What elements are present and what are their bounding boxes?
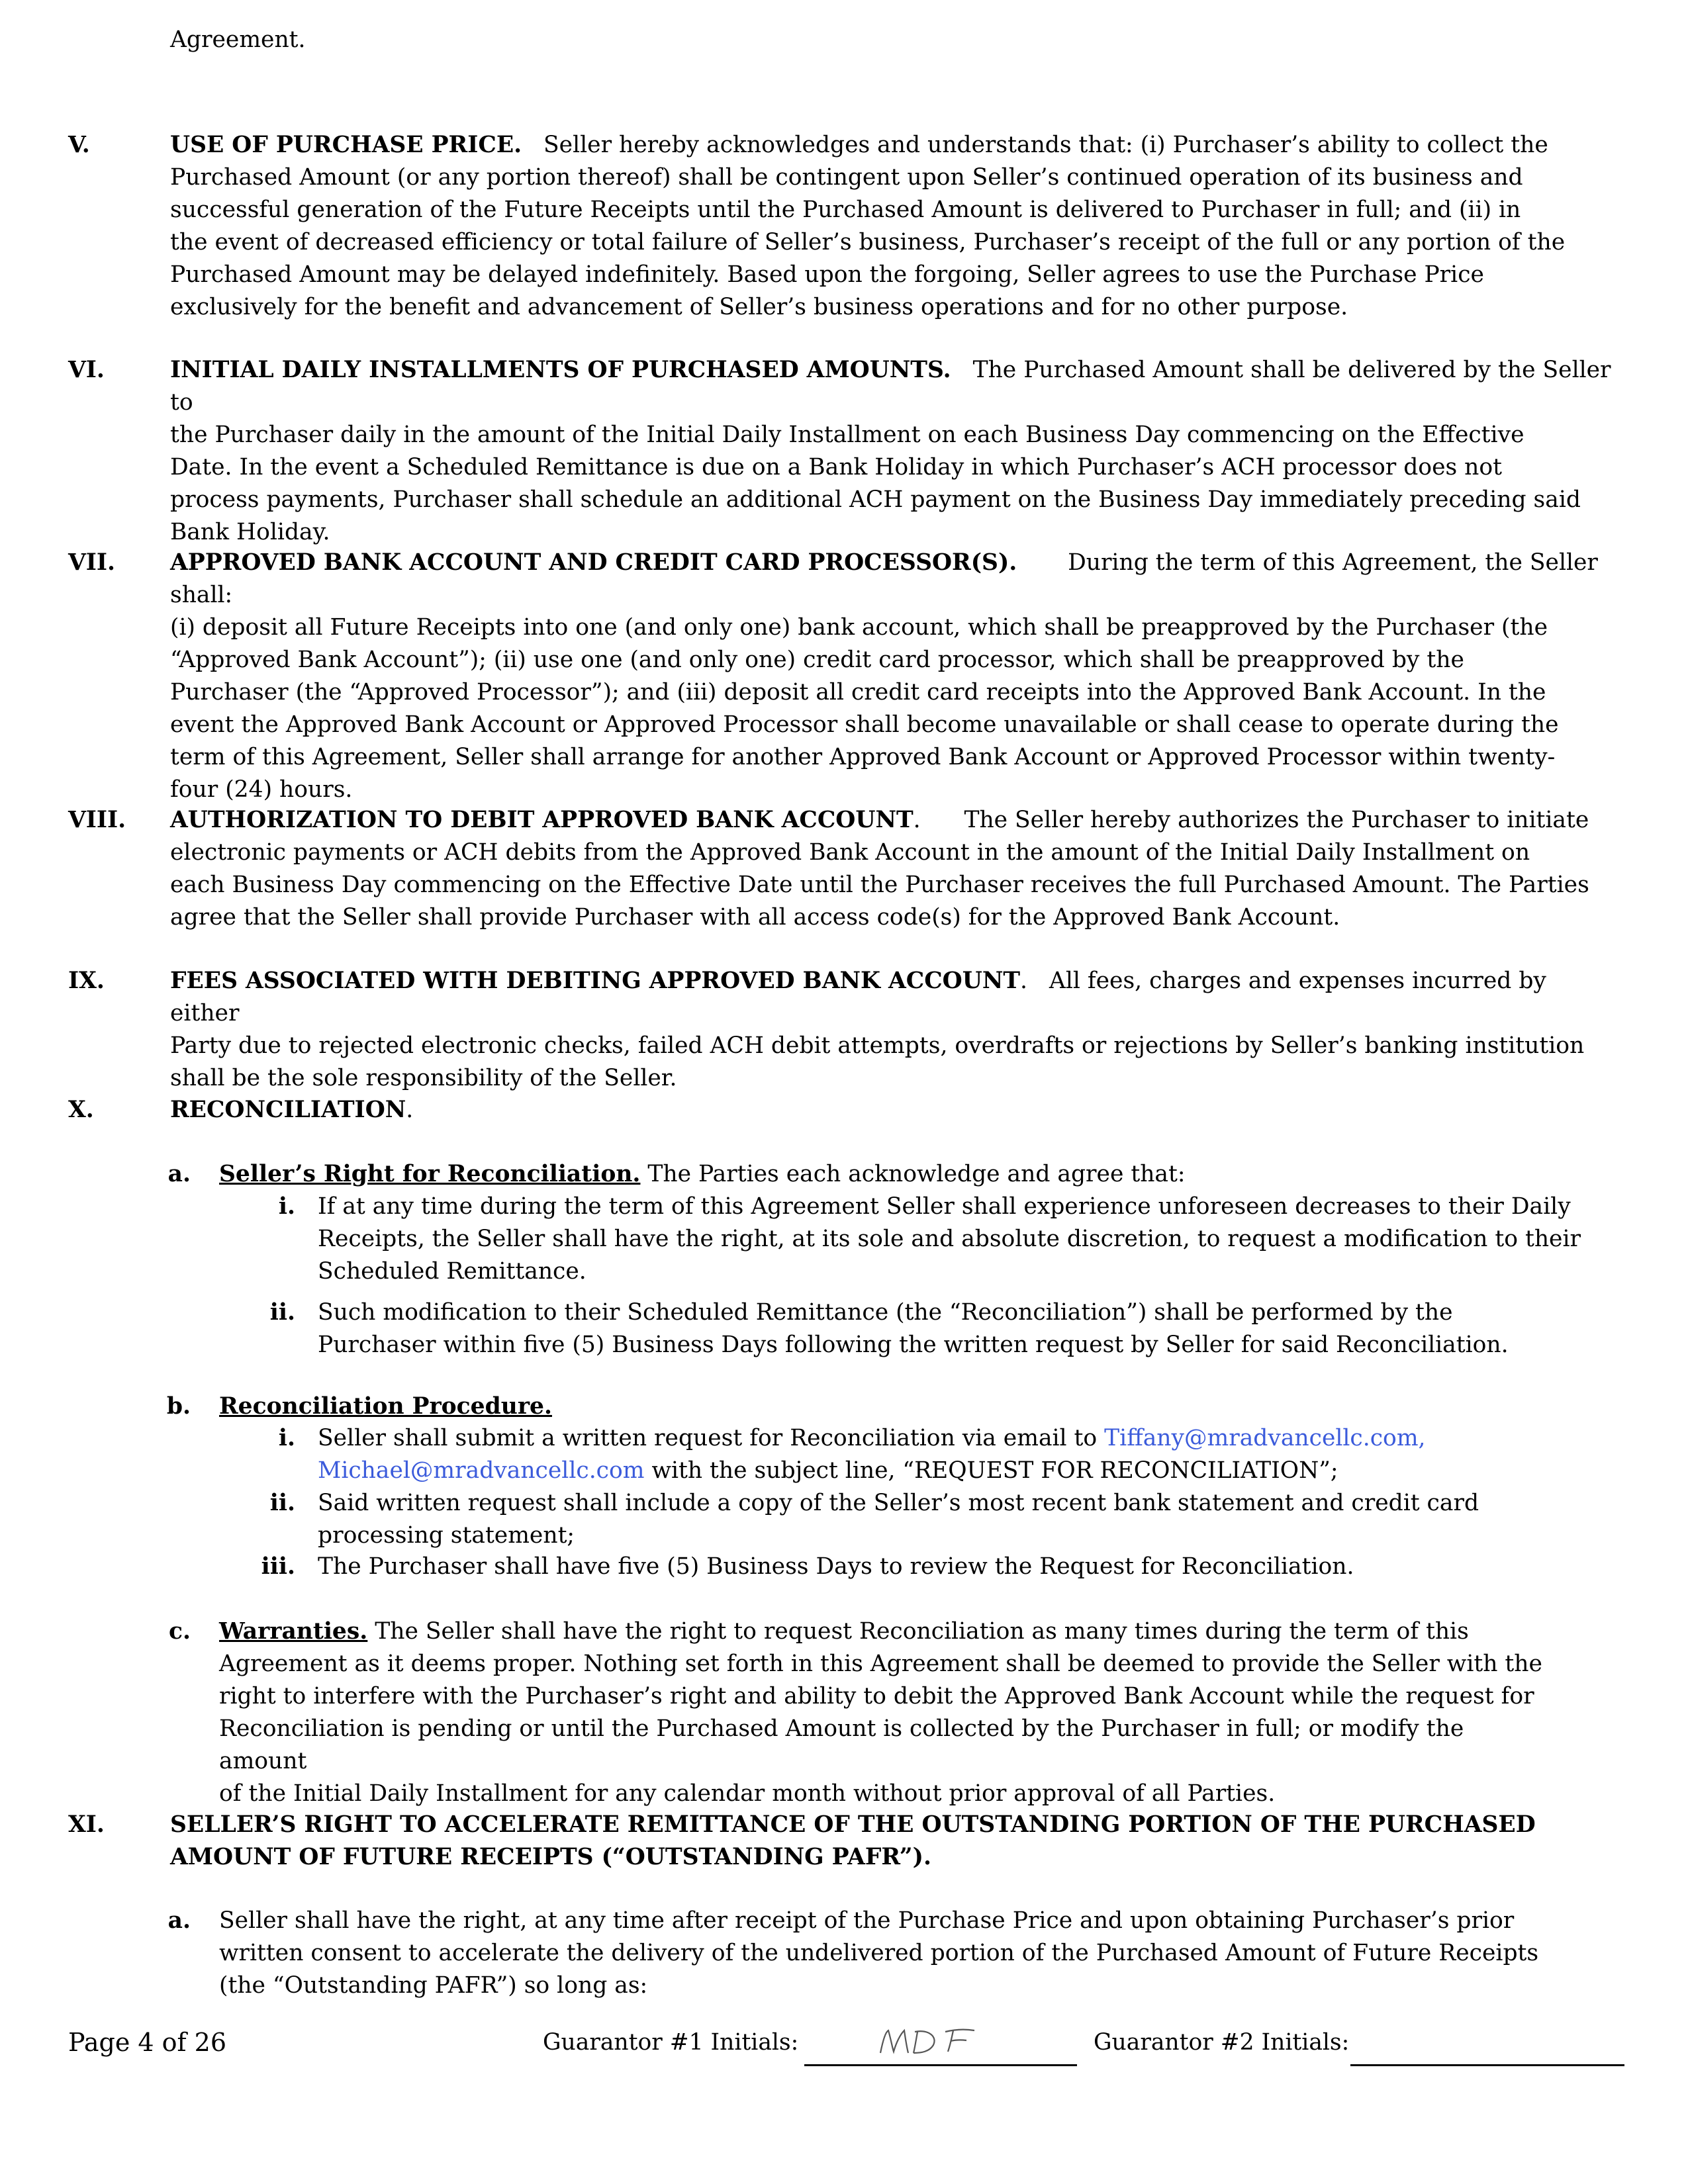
- item-body: [318, 1422, 1589, 1487]
- text-line: Purchased Amount may be delayed indefinitely. Based upon the forgoing, Seller agrees to use the Purchase Price: [170, 261, 1484, 288]
- heading-line: SELLER’S RIGHT TO ACCELERATE REMITTANCE OF THE OUTSTANDING PORTION OF THE PURCHASED: [170, 1811, 1536, 1838]
- subsection-body: [219, 1390, 1556, 1423]
- subsection-letter: a.: [167, 1161, 191, 1187]
- page-number: Page 4 of 26: [68, 2028, 227, 2057]
- text-line: each Business Day commencing on the Effective Date until the Purchaser receives the full Purchased Amount. The Parties: [170, 872, 1589, 898]
- subsection-body: [219, 1905, 1556, 2002]
- section-number: XI.: [68, 1811, 105, 1838]
- text-line: Said written request shall include a copy of the Seller’s most recent bank statement and credit card: [318, 1490, 1479, 1516]
- text-line: shall be the sole responsibility of the Seller.: [170, 1065, 677, 1091]
- item-number: i.: [278, 1193, 295, 1220]
- subsection-title: Reconciliation Procedure.: [219, 1393, 552, 1420]
- text-line: right to interfere with the Purchaser’s right and ability to debit the Approved Bank Account while the request for: [219, 1683, 1534, 1709]
- text-line: written consent to accelerate the delivery of the undelivered portion of the Purchased Amount of Future Receipts: [219, 1940, 1539, 1966]
- text-line: Bank Holiday.: [170, 519, 330, 545]
- page-footer: [0, 2020, 1688, 2073]
- section-body: FEES ASSOCIATED WITH DEBITING APPROVED BANK ACCOUNT. All fees, charges and expenses incurred by either Party due to rejected electronic checks, failed ACH debit attempts, overdrafts or rejections by Seller’s banking institution shall be the sole responsibility of the Seller.: [170, 968, 1585, 1091]
- item-number: ii.: [269, 1490, 295, 1516]
- section-body: [170, 129, 1617, 324]
- text-line: (the “Outstanding PAFR”) so long as:: [219, 1972, 648, 1999]
- text-line: Reconciliation is pending or until the Purchased Amount is collected by the Purchaser in full; or modify the amount: [219, 1715, 1464, 1774]
- section-body: RECONCILIATION.: [170, 1097, 414, 1123]
- item-body: [318, 1297, 1589, 1361]
- section-heading: RECONCILIATION: [170, 1097, 406, 1123]
- item-number: i.: [278, 1425, 295, 1451]
- text-line: The Purchaser shall have five (5) Business Days to review the Request for Reconciliation.: [318, 1553, 1354, 1580]
- text-line: term of this Agreement, Seller shall arrange for another Approved Bank Account or Approved Processor within twenty-: [170, 744, 1556, 770]
- item-body: [318, 1191, 1589, 1288]
- subsection-letter: a.: [167, 1907, 191, 1934]
- email-link-michael[interactable]: Michael@mradvancellc.com: [318, 1457, 645, 1484]
- text-line: Purchaser (the “Approved Processor”); and (iii) deposit all credit card receipts into the Approved Bank Account. In the: [170, 679, 1546, 705]
- text-line: Scheduled Remittance.: [318, 1258, 586, 1285]
- section-heading: APPROVED BANK ACCOUNT AND CREDIT CARD PROCESSOR(S).: [170, 549, 1017, 576]
- text-line: exclusively for the benefit and advancement of Seller’s business operations and for no other purpose.: [170, 294, 1348, 320]
- section-heading: [170, 1809, 1617, 1874]
- text-line: event the Approved Bank Account or Approved Processor shall become unavailable or shall cease to operate during the: [170, 711, 1559, 738]
- section-body: [170, 354, 1617, 549]
- guarantor-1-initials-line[interactable]: [804, 2064, 1077, 2066]
- item-number: iii.: [261, 1553, 295, 1580]
- text-line: four (24) hours.: [170, 776, 353, 803]
- text-line: the event of decreased efficiency or total failure of Seller’s business, Purchaser’s receipt of the full or any portion of the: [170, 229, 1566, 255]
- section-heading: FEES ASSOCIATED WITH DEBITING APPROVED BANK ACCOUNT: [170, 968, 1021, 994]
- guarantor-2-initials-line[interactable]: [1350, 2064, 1624, 2066]
- text-line: agree that the Seller shall provide Purchaser with all access code(s) for the Approved Bank Account.: [170, 904, 1340, 931]
- text-line: Purchaser within five (5) Business Days following the written request by Seller for said Reconciliation.: [318, 1332, 1509, 1358]
- text-line: of the Initial Daily Installment for any calendar month without prior approval of all Parties.: [219, 1780, 1276, 1807]
- section-number: IX.: [68, 968, 105, 994]
- section-heading: AUTHORIZATION TO DEBIT APPROVED BANK ACCOUNT: [170, 807, 914, 833]
- heading-line: AMOUNT OF FUTURE RECEIPTS (“OUTSTANDING PAFR”).: [170, 1844, 931, 1870]
- section-number: VII.: [68, 549, 116, 576]
- section-heading: USE OF PURCHASE PRICE.: [170, 132, 522, 158]
- text-line: Agreement as it deems proper. Nothing set forth in this Agreement shall be deemed to provide the Seller with the: [219, 1651, 1542, 1677]
- subsection-body: [219, 1158, 1556, 1191]
- section-number: VI.: [68, 357, 105, 383]
- text-line: Party due to rejected electronic checks, failed ACH debit attempts, overdrafts or rejections by Seller’s banking institution: [170, 1032, 1585, 1059]
- guarantor-2-label: Guarantor #2 Initials:: [1094, 2029, 1350, 2056]
- item-number: ii.: [269, 1299, 295, 1326]
- text-line: processing statement;: [318, 1522, 575, 1549]
- text-line: successful generation of the Future Receipts until the Purchased Amount is delivered to Purchaser in full; and (ii) in: [170, 197, 1521, 223]
- section-number: X.: [68, 1097, 94, 1123]
- section-number: V.: [68, 132, 90, 158]
- continuation-text: Agreement.: [170, 26, 306, 53]
- item-body: [318, 1487, 1589, 1552]
- text-line: The Purchased Amount shall be delivered by the Seller to: [170, 357, 1611, 416]
- guarantor-1-label: Guarantor #1 Initials:: [543, 2029, 799, 2056]
- text-line: The Parties each acknowledge and agree that:: [647, 1161, 1186, 1187]
- email-link-tiffany[interactable]: Tiffany@mradvancellc.com,: [1104, 1425, 1426, 1451]
- text-line: Such modification to their Scheduled Remittance (the “Reconciliation”) shall be performed by the: [318, 1299, 1453, 1326]
- section-body: AUTHORIZATION TO DEBIT APPROVED BANK ACCOUNT. The Seller hereby authorizes the Purchaser to initiate electronic payments or ACH debits from the Approved Bank Account in the amount of the Initial Daily Installment on each Business Day commencing on the Effective Date until the Purchaser receives the full Purchased Amount. The Parties agree that the Seller shall provide Purchaser with all access code(s) for the Approved Bank Account.: [170, 807, 1589, 931]
- text-line: Date. In the event a Scheduled Remittance is due on a Bank Holiday in which Purchaser’s ACH processor does not: [170, 454, 1503, 480]
- text-line: If at any time during the term of this Agreement Seller shall experience unforeseen decreases to their Daily: [318, 1193, 1571, 1220]
- text-line: All fees, charges and expenses incurred by either: [170, 968, 1546, 1026]
- text-line: electronic payments or ACH debits from the Approved Bank Account in the amount of the Initial Daily Installment on: [170, 839, 1530, 866]
- text-line: Purchased Amount (or any portion thereof) shall be contingent upon Seller’s continued operation of its business and: [170, 164, 1523, 191]
- text-line: “Approved Bank Account”); (ii) use one (and only one) credit card processor, which shall be preapproved by the: [170, 647, 1464, 673]
- text-line: During the term of this Agreement, the Seller shall:: [170, 549, 1598, 608]
- text-line: with the subject line, “REQUEST FOR RECONCILIATION”;: [651, 1457, 1338, 1484]
- text-line: The Seller hereby authorizes the Purchaser to initiate: [964, 807, 1589, 833]
- section-heading: INITIAL DAILY INSTALLMENTS OF PURCHASED AMOUNTS.: [170, 357, 951, 383]
- subsection-title: Seller’s Right for Reconciliation.: [219, 1161, 641, 1187]
- section-number: VIII.: [68, 807, 126, 833]
- text-line: Seller shall submit a written request for Reconciliation via email to: [318, 1425, 1098, 1451]
- subsection-body: [219, 1615, 1556, 1810]
- subsection-letter: c.: [168, 1618, 191, 1645]
- subsection-title: Warranties.: [219, 1618, 368, 1645]
- text-line: The Seller shall have the right to request Reconciliation as many times during the term of this: [375, 1618, 1469, 1645]
- text-line: the Purchaser daily in the amount of the Initial Daily Installment on each Business Day commencing on the Effective: [170, 422, 1524, 448]
- text-line: process payments, Purchaser shall schedule an additional ACH payment on the Business Day immediately preceding said: [170, 486, 1581, 513]
- text-line: Seller hereby acknowledges and understands that: (i) Purchaser’s ability to collect the: [543, 132, 1548, 158]
- text-line: Receipts, the Seller shall have the right, at its sole and absolute discretion, to request a modification to their: [318, 1226, 1581, 1252]
- item-body: [318, 1551, 1589, 1583]
- text-line: Seller shall have the right, at any time after receipt of the Purchase Price and upon obtaining Purchaser’s prior: [219, 1907, 1515, 1934]
- subsection-letter: b.: [166, 1393, 191, 1420]
- guarantor-1-initials-signature: [874, 2020, 1006, 2066]
- section-body: [170, 547, 1617, 806]
- text-line: (i) deposit all Future Receipts into one (and only one) bank account, which shall be preapproved by the Purchaser (the: [170, 614, 1548, 641]
